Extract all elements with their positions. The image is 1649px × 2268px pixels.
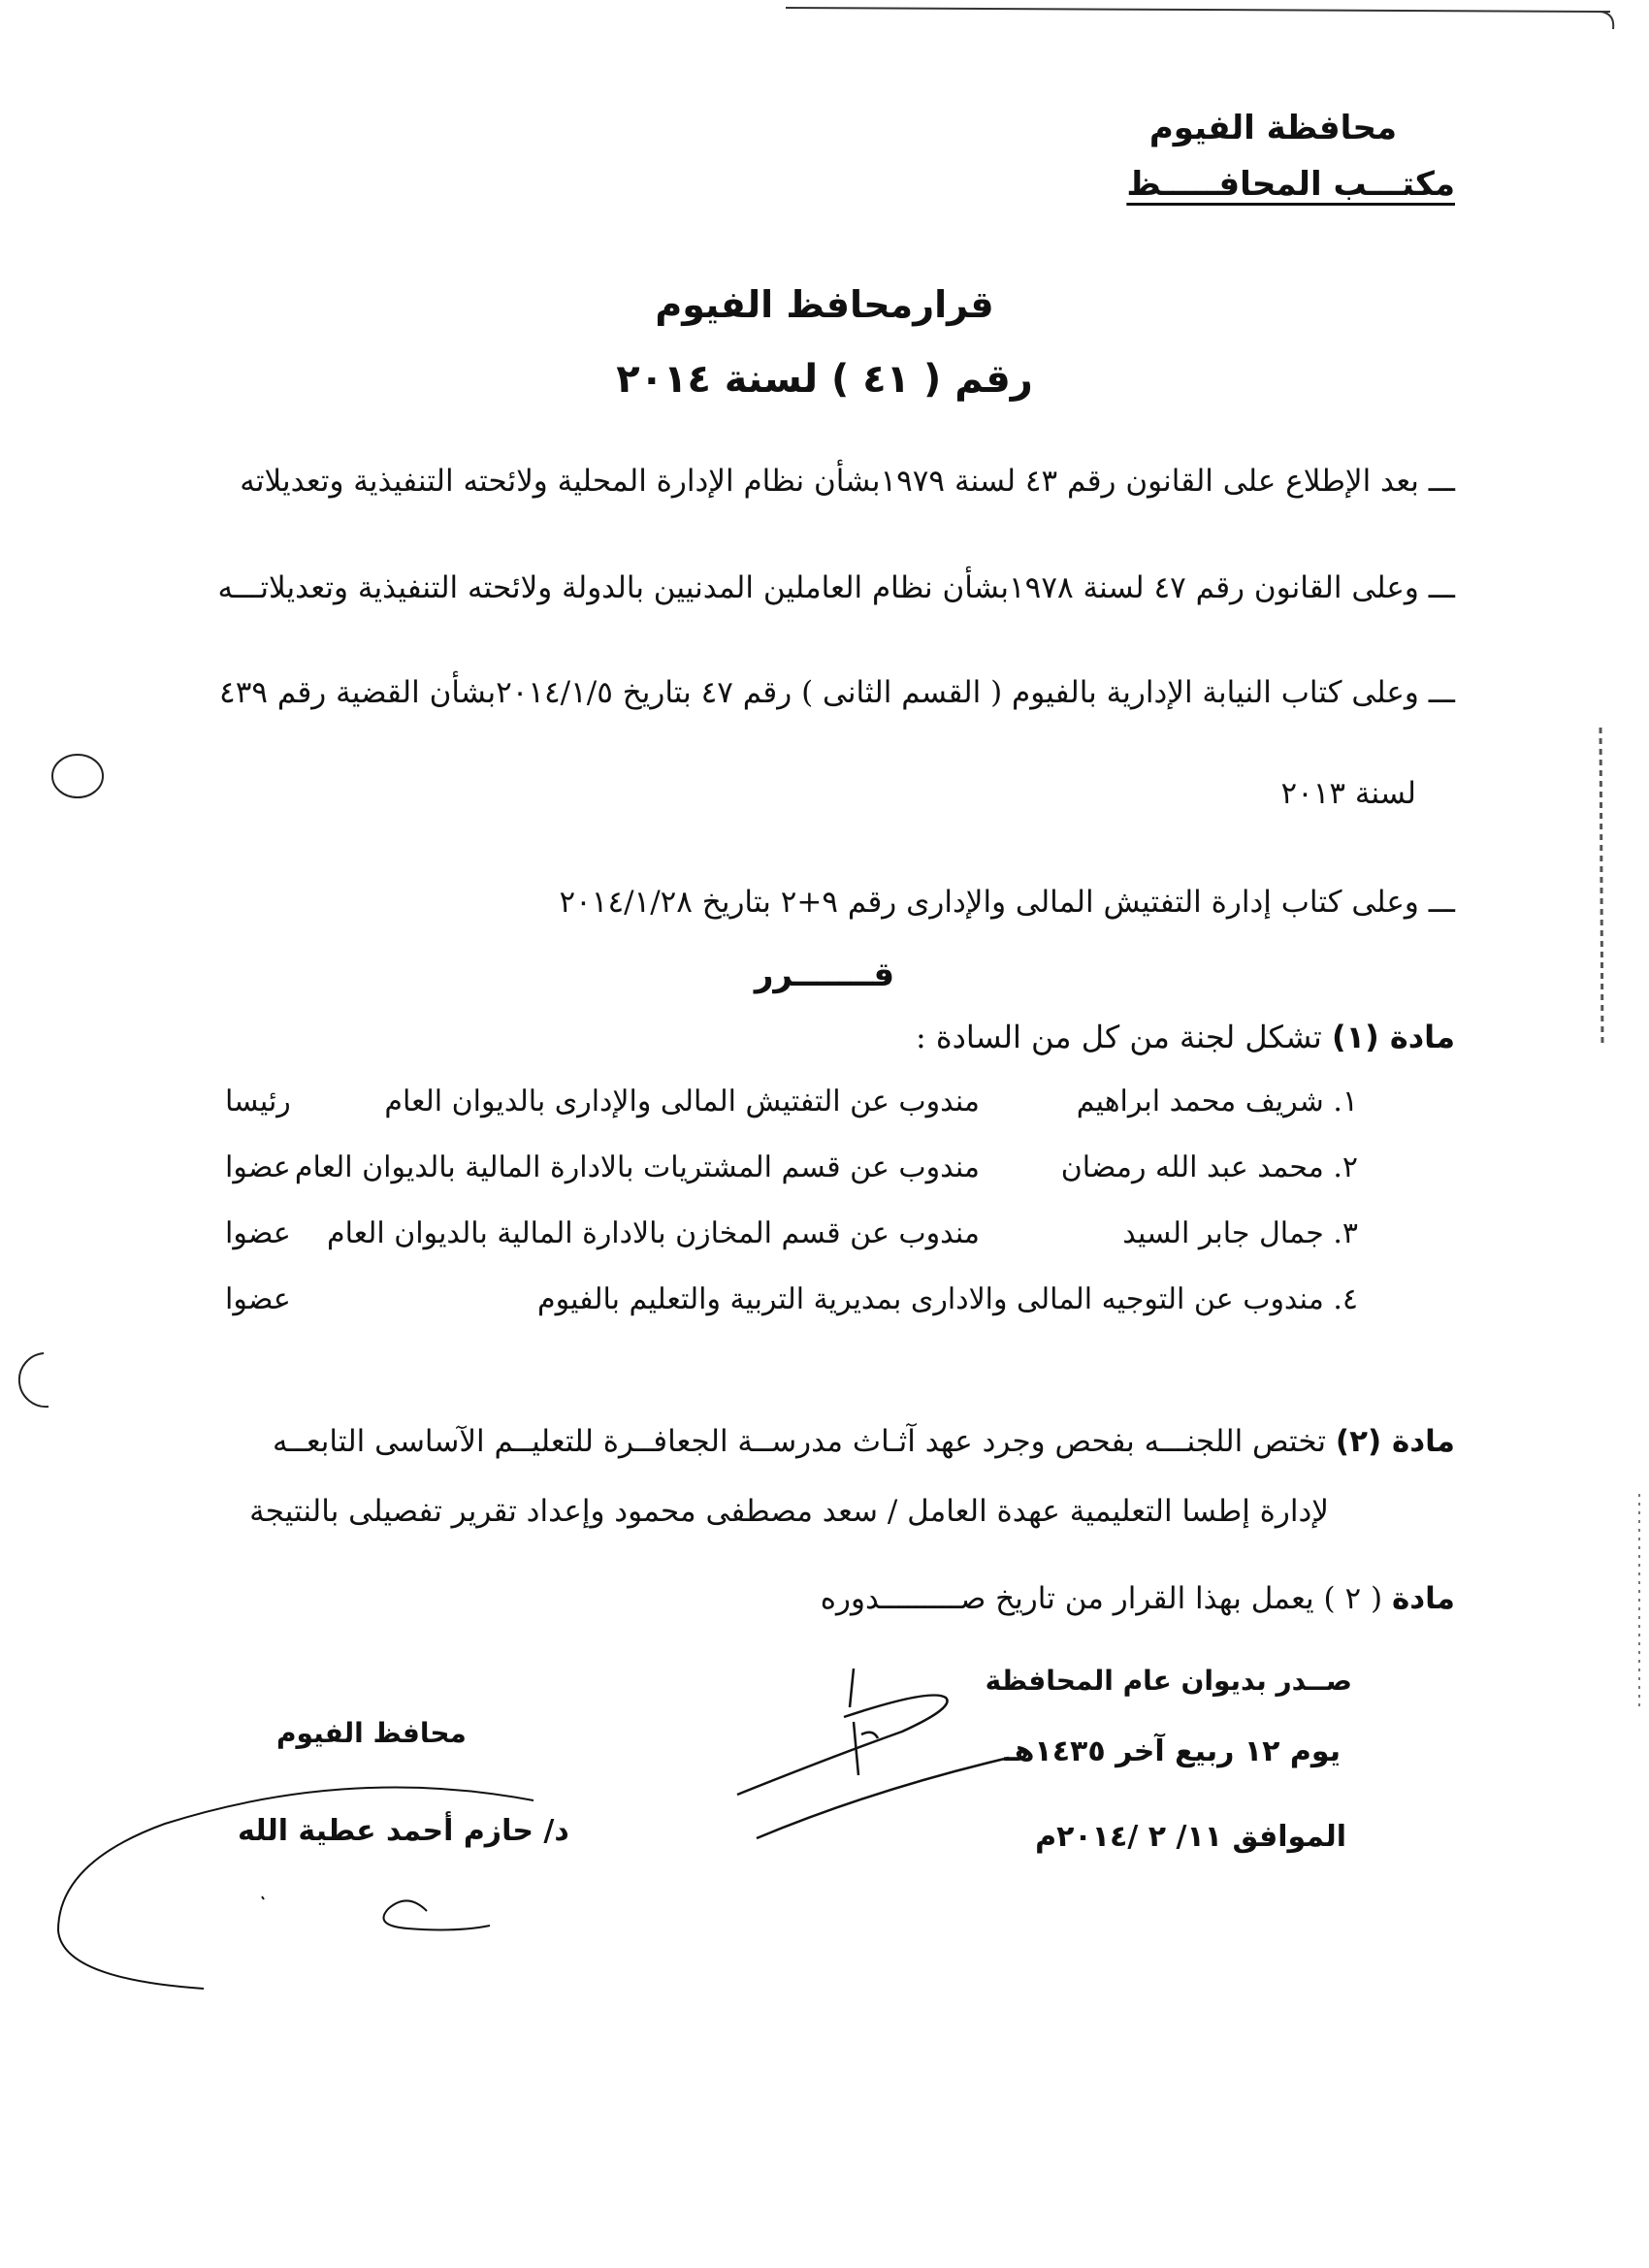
article-3 bbox=[821, 1581, 1455, 1616]
member-name: ٣. جمال جابر السيد bbox=[1122, 1216, 1358, 1250]
member-role: رئيسا bbox=[225, 1085, 291, 1118]
preamble-line-3-cont: لسنة ٢٠١٣ bbox=[1280, 776, 1416, 811]
member-represents: مندوب عن قسم المشتريات بالادارة المالية بالديوان العام bbox=[294, 1150, 980, 1184]
punch-hole-mark-2 bbox=[19, 1353, 48, 1407]
article-1-text: تشكل لجنة من كل من السادة : bbox=[915, 1019, 1322, 1055]
article-2-text: تختص اللجنـــه بفحص وجرد عهد آثـاث مدرســة الجعافــرة للتعليــم الآساسى التابعــه bbox=[273, 1424, 1327, 1459]
member-name: ١. شريف محمد ابراهيم bbox=[1076, 1085, 1358, 1118]
office-name: مكتـــب المحافـــــظ bbox=[1126, 165, 1455, 204]
scan-edge-noise bbox=[1600, 728, 1602, 1048]
top-corner-mark bbox=[1600, 12, 1613, 29]
article-3-text: ( ٢ ) يعمل بهذا القرار من تاريخ صـــــــــدوره bbox=[820, 1581, 1383, 1616]
member-name: ٤. مندوب عن التوجيه المالى والادارى بمديرية التربية والتعليم بالفيوم bbox=[537, 1282, 1358, 1316]
signatory-name: د/ حازم أحمد عطية الله bbox=[238, 1814, 569, 1848]
issued-at: صــدر بديوان عام المحافظة bbox=[985, 1665, 1352, 1697]
member-represents: مندوب عن التفتيش المالى والإدارى بالديوان العام bbox=[384, 1085, 980, 1118]
article-2 bbox=[273, 1424, 1455, 1459]
member-role: عضوا bbox=[225, 1282, 291, 1316]
preamble-line-2: ـــ وعلى القانون رقم ٤٧ لسنة ١٩٧٨بشأن نظام العاملين المدنيين بالدولة ولائحته التنفيذية وتعديلاتـــه bbox=[217, 570, 1455, 605]
top-border-line bbox=[786, 8, 1610, 12]
signatory-title: محافظ الفيوم bbox=[276, 1717, 467, 1749]
preamble-line-4: ـــ وعلى كتاب إدارة التفتيش المالى والإدارى رقم ٩+٢ بتاريخ ٢٠١٤/١/٢٨ bbox=[559, 885, 1455, 920]
governorate-name: محافظة الفيوم bbox=[1148, 109, 1397, 147]
hijri-date: يوم ١٢ ربيع آخر ١٤٣٥هـ bbox=[1004, 1734, 1341, 1768]
decree-number: رقم ( ٤١ ) لسنة ٢٠١٤ bbox=[616, 357, 1033, 402]
member-role: عضوا bbox=[225, 1216, 291, 1250]
member-name: ٢. محمد عبد الله رمضان bbox=[1060, 1150, 1358, 1184]
preamble-line-3: ـــ وعلى كتاب النيابة الإدارية بالفيوم ( القسم الثانى ) رقم ٤٧ بتاريخ ٢٠١٤/١/٥بشأن القضية رقم ٤٣٩ bbox=[219, 675, 1455, 710]
punch-hole-mark bbox=[52, 755, 103, 797]
member-represents: مندوب عن قسم المخازن بالادارة المالية بالديوان العام bbox=[327, 1216, 980, 1250]
article-2-label: مادة (٢) bbox=[1335, 1424, 1455, 1459]
article-3-label: مادة bbox=[1391, 1581, 1455, 1616]
decree-title: قرارمحافظ الفيوم bbox=[655, 283, 994, 326]
member-role: عضوا bbox=[225, 1150, 291, 1184]
article-2-continued: لإدارة إطسا التعليمية عهدة العامل / سعد مصطفى محمود وإعداد تقرير تفصيلى بالنتيجة bbox=[249, 1494, 1329, 1529]
decided-heading: قـــــــرر bbox=[754, 956, 895, 994]
preamble-line-1: ـــ بعد الإطلاع على القانون رقم ٤٣ لسنة ١٩٧٩بشأن نظام الإدارة المحلية ولائحته التنفيذية وتعديلاته bbox=[240, 464, 1455, 499]
gregorian-date: الموافق ١١/ ٢ /٢٠١٤م bbox=[1035, 1820, 1346, 1854]
official-signature-icon bbox=[737, 1669, 1009, 1838]
article-1-label: مادة (١) bbox=[1331, 1019, 1455, 1055]
article-1 bbox=[916, 1019, 1455, 1055]
